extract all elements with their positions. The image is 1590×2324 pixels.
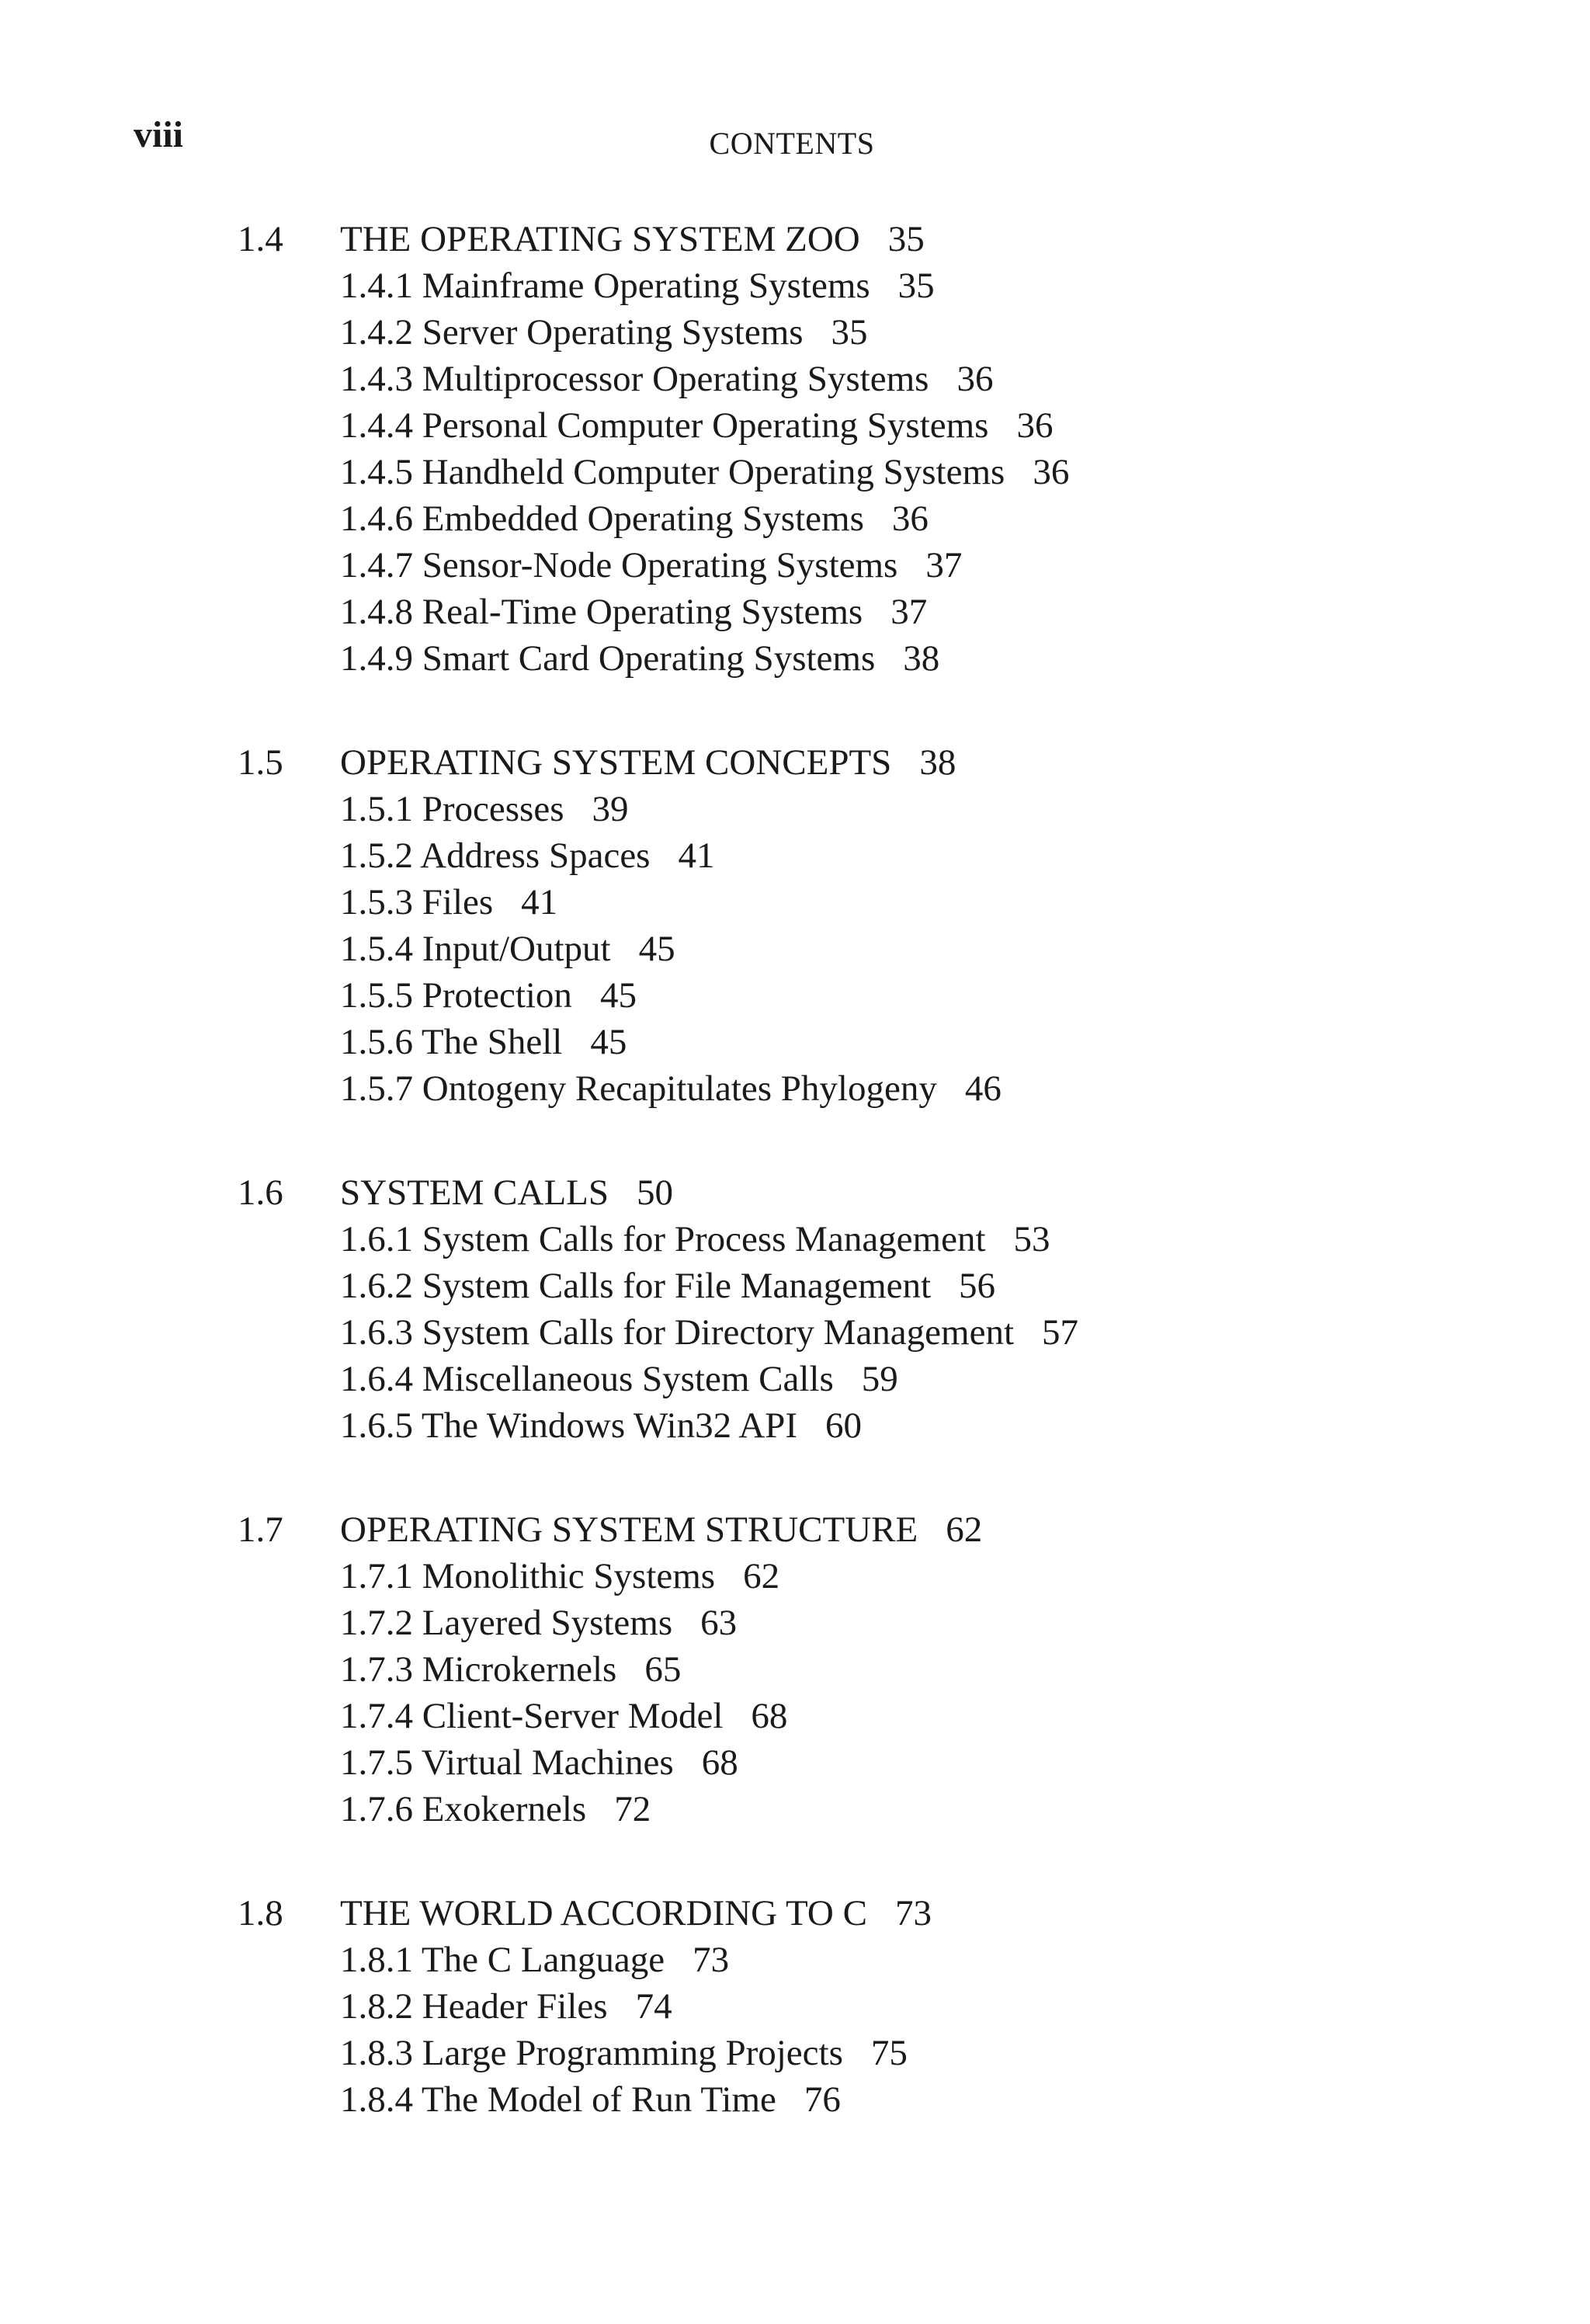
subsection-title: Handheld Computer Operating Systems bbox=[422, 452, 1005, 492]
subsection-number: 1.4.4 bbox=[340, 405, 413, 446]
subsection-number: 1.5.2 bbox=[340, 835, 413, 876]
subsection-page: 76 bbox=[804, 2079, 841, 2120]
subsection-title: System Calls for Directory Management bbox=[422, 1312, 1015, 1353]
subsection-title: The Shell bbox=[421, 1022, 563, 1062]
subsection-title: Ontogeny Recapitulates Phylogeny bbox=[422, 1068, 937, 1109]
toc-subsection bbox=[238, 1937, 1519, 1983]
toc-subsection bbox=[238, 1216, 1519, 1263]
subsection-number: 1.6.1 bbox=[340, 1219, 413, 1259]
subsection-page: 37 bbox=[890, 592, 928, 632]
subsection-title: Server Operating Systems bbox=[422, 312, 804, 353]
section-number: 1.8 bbox=[238, 1893, 283, 1933]
subsection-title: Large Programming Projects bbox=[422, 2033, 843, 2073]
toc-subsection bbox=[238, 1786, 1519, 1832]
subsection-number: 1.7.6 bbox=[340, 1789, 413, 1829]
toc-subsection bbox=[238, 1739, 1519, 1786]
subsection-page: 65 bbox=[644, 1649, 682, 1690]
toc-subsection bbox=[238, 1693, 1519, 1739]
subsection-title: Address Spaces bbox=[420, 835, 651, 876]
subsection-title: Processes bbox=[422, 789, 564, 829]
section-title: OPERATING SYSTEM STRUCTURE bbox=[340, 1509, 918, 1550]
subsection-page: 36 bbox=[1016, 405, 1054, 446]
section-title: SYSTEM CALLS bbox=[340, 1172, 609, 1213]
subsection-title: Input/Output bbox=[422, 929, 611, 969]
subsection-title: Client-Server Model bbox=[422, 1696, 724, 1736]
subsection-number: 1.5.5 bbox=[340, 975, 413, 1016]
toc-subsection bbox=[238, 589, 1519, 635]
section-title: THE WORLD ACCORDING TO C bbox=[340, 1893, 867, 1933]
toc-section bbox=[238, 216, 1519, 682]
toc-section bbox=[238, 1169, 1519, 1449]
table-of-contents bbox=[238, 216, 1519, 2180]
subsection-number: 1.7.4 bbox=[340, 1696, 413, 1736]
subsection-number: 1.8.2 bbox=[340, 1986, 413, 2027]
subsection-page: 60 bbox=[825, 1405, 862, 1446]
toc-section-heading bbox=[238, 1506, 1519, 1553]
section-number: 1.7 bbox=[238, 1509, 283, 1550]
subsection-page: 35 bbox=[831, 312, 868, 353]
section-number: 1.5 bbox=[238, 742, 283, 783]
toc-subsection bbox=[238, 926, 1519, 972]
toc-subsection bbox=[238, 309, 1519, 356]
toc-subsection bbox=[238, 635, 1519, 682]
toc-subsection bbox=[238, 1263, 1519, 1309]
toc-subsection bbox=[238, 1019, 1519, 1065]
subsection-title: Personal Computer Operating Systems bbox=[422, 405, 989, 446]
subsection-number: 1.6.2 bbox=[340, 1266, 413, 1306]
toc-section bbox=[238, 1890, 1519, 2123]
subsection-page: 72 bbox=[614, 1789, 651, 1829]
subsection-title: System Calls for File Management bbox=[422, 1266, 932, 1306]
subsection-number: 1.6.3 bbox=[340, 1312, 413, 1353]
toc-subsection bbox=[238, 262, 1519, 309]
subsection-title: Smart Card Operating Systems bbox=[422, 638, 876, 679]
subsection-number: 1.5.3 bbox=[340, 882, 413, 922]
subsection-title: The C Language bbox=[421, 1940, 665, 1980]
toc-subsection bbox=[238, 449, 1519, 495]
section-page: 73 bbox=[894, 1893, 932, 1933]
subsection-page: 41 bbox=[678, 835, 715, 876]
subsection-page: 39 bbox=[592, 789, 629, 829]
subsection-page: 53 bbox=[1013, 1219, 1050, 1259]
toc-section-heading bbox=[238, 1890, 1519, 1937]
toc-subsection bbox=[238, 1402, 1519, 1449]
subsection-title: Layered Systems bbox=[422, 1603, 673, 1643]
toc-subsection bbox=[238, 879, 1519, 926]
subsection-page: 68 bbox=[701, 1742, 738, 1783]
subsection-page: 35 bbox=[897, 266, 935, 306]
subsection-number: 1.4.7 bbox=[340, 545, 413, 585]
subsection-title: System Calls for Process Management bbox=[422, 1219, 986, 1259]
subsection-number: 1.5.1 bbox=[340, 789, 413, 829]
subsection-page: 62 bbox=[743, 1556, 780, 1596]
toc-section-heading bbox=[238, 1169, 1519, 1216]
subsection-title: Real-Time Operating Systems bbox=[422, 592, 863, 632]
toc-subsection bbox=[238, 2030, 1519, 2076]
subsection-title: Files bbox=[422, 882, 494, 922]
toc-subsection bbox=[238, 542, 1519, 589]
subsection-number: 1.8.4 bbox=[340, 2079, 413, 2120]
subsection-title: Virtual Machines bbox=[421, 1742, 674, 1783]
section-page: 62 bbox=[946, 1509, 983, 1550]
toc-section-heading bbox=[238, 739, 1519, 786]
subsection-page: 38 bbox=[903, 638, 940, 679]
subsection-number: 1.4.9 bbox=[340, 638, 413, 679]
section-title: OPERATING SYSTEM CONCEPTS bbox=[340, 742, 892, 783]
subsection-number: 1.7.5 bbox=[340, 1742, 413, 1783]
subsection-page: 45 bbox=[638, 929, 675, 969]
toc-section bbox=[238, 739, 1519, 1112]
subsection-title: Header Files bbox=[422, 1986, 608, 2027]
section-number: 1.6 bbox=[238, 1172, 283, 1213]
section-page: 35 bbox=[887, 219, 925, 259]
subsection-title: Microkernels bbox=[422, 1649, 617, 1690]
subsection-number: 1.5.7 bbox=[340, 1068, 413, 1109]
section-page: 50 bbox=[637, 1172, 674, 1213]
toc-subsection bbox=[238, 972, 1519, 1019]
subsection-page: 45 bbox=[590, 1022, 627, 1062]
section-page: 38 bbox=[919, 742, 956, 783]
subsection-number: 1.4.8 bbox=[340, 592, 413, 632]
subsection-title: Exokernels bbox=[422, 1789, 587, 1829]
toc-subsection bbox=[238, 1356, 1519, 1402]
subsection-number: 1.7.3 bbox=[340, 1649, 413, 1690]
subsection-number: 1.5.6 bbox=[340, 1022, 413, 1062]
subsection-number: 1.4.5 bbox=[340, 452, 413, 492]
subsection-number: 1.4.3 bbox=[340, 359, 413, 399]
section-title: THE OPERATING SYSTEM ZOO bbox=[340, 219, 860, 259]
page-number: viii bbox=[134, 114, 184, 155]
subsection-number: 1.6.4 bbox=[340, 1359, 413, 1399]
subsection-page: 57 bbox=[1042, 1312, 1079, 1353]
subsection-number: 1.5.4 bbox=[340, 929, 413, 969]
subsection-number: 1.8.3 bbox=[340, 2033, 413, 2073]
subsection-number: 1.7.2 bbox=[340, 1603, 413, 1643]
toc-subsection bbox=[238, 1646, 1519, 1693]
toc-subsection bbox=[238, 356, 1519, 402]
subsection-title: Protection bbox=[422, 975, 572, 1016]
subsection-page: 73 bbox=[693, 1940, 730, 1980]
subsection-number: 1.4.6 bbox=[340, 498, 413, 539]
toc-subsection bbox=[238, 786, 1519, 832]
subsection-title: Mainframe Operating Systems bbox=[422, 266, 870, 306]
subsection-number: 1.6.5 bbox=[340, 1405, 413, 1446]
section-number: 1.4 bbox=[238, 219, 283, 259]
subsection-page: 75 bbox=[870, 2033, 908, 2073]
subsection-page: 59 bbox=[861, 1359, 898, 1399]
toc-subsection bbox=[238, 1983, 1519, 2030]
subsection-page: 37 bbox=[925, 545, 963, 585]
subsection-number: 1.8.1 bbox=[340, 1940, 413, 1980]
subsection-title: Miscellaneous System Calls bbox=[422, 1359, 834, 1399]
subsection-page: 56 bbox=[959, 1266, 996, 1306]
subsection-title: Embedded Operating Systems bbox=[422, 498, 864, 539]
toc-subsection bbox=[238, 1065, 1519, 1112]
subsection-title: The Windows Win32 API bbox=[421, 1405, 797, 1446]
subsection-number: 1.4.2 bbox=[340, 312, 413, 353]
toc-subsection bbox=[238, 2076, 1519, 2123]
subsection-title: Sensor-Node Operating Systems bbox=[422, 545, 898, 585]
subsection-title: Multiprocessor Operating Systems bbox=[422, 359, 929, 399]
subsection-page: 68 bbox=[751, 1696, 788, 1736]
toc-subsection bbox=[238, 1309, 1519, 1356]
toc-subsection bbox=[238, 495, 1519, 542]
subsection-title: The Model of Run Time bbox=[421, 2079, 776, 2120]
toc-section-heading bbox=[238, 216, 1519, 262]
subsection-page: 36 bbox=[1033, 452, 1070, 492]
toc-section bbox=[238, 1506, 1519, 1832]
toc-subsection bbox=[238, 402, 1519, 449]
subsection-page: 46 bbox=[964, 1068, 1002, 1109]
toc-subsection bbox=[238, 832, 1519, 879]
subsection-page: 63 bbox=[700, 1603, 738, 1643]
subsection-page: 45 bbox=[599, 975, 637, 1016]
toc-subsection bbox=[238, 1553, 1519, 1600]
subsection-page: 74 bbox=[635, 1986, 672, 2027]
subsection-number: 1.7.1 bbox=[340, 1556, 413, 1596]
running-head: CONTENTS bbox=[709, 126, 875, 161]
toc-subsection bbox=[238, 1600, 1519, 1646]
subsection-page: 41 bbox=[521, 882, 558, 922]
subsection-title: Monolithic Systems bbox=[422, 1556, 716, 1596]
subsection-page: 36 bbox=[891, 498, 929, 539]
subsection-number: 1.4.1 bbox=[340, 266, 413, 306]
subsection-page: 36 bbox=[956, 359, 994, 399]
